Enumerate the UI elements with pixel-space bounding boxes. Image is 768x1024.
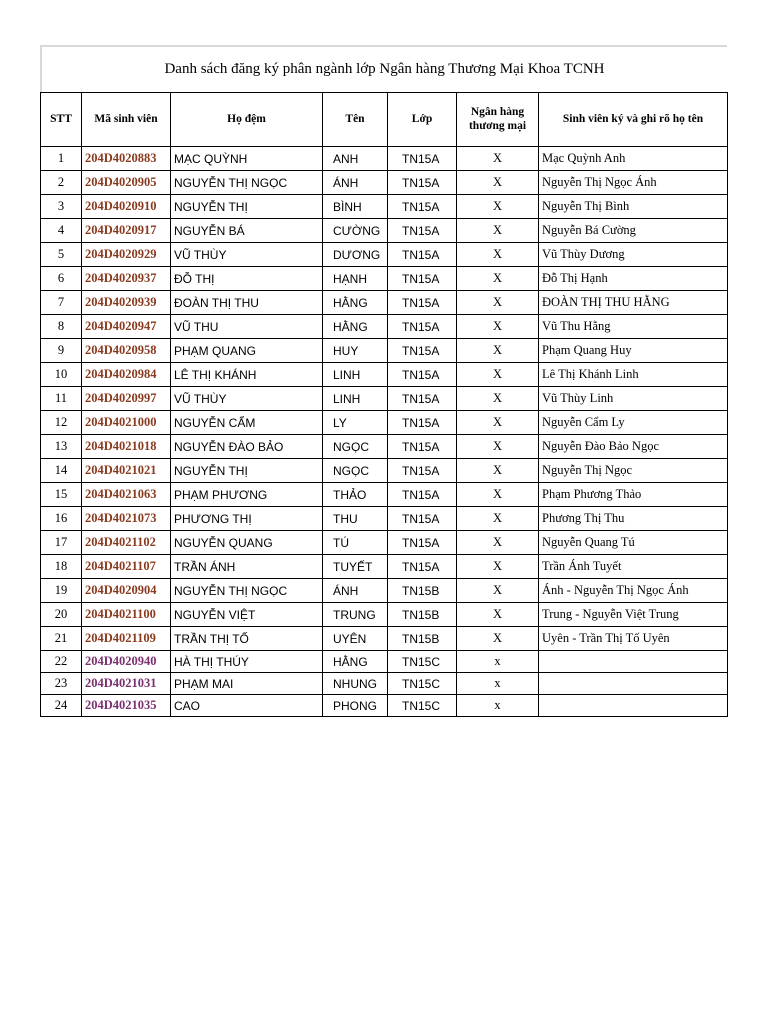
cell-signature: Ánh - Nguyễn Thị Ngọc Ánh — [539, 579, 728, 603]
cell-first-name: THẢO — [323, 483, 388, 507]
cell-first-name: HẰNG — [323, 651, 388, 673]
cell-student-id: 204D4021063 — [82, 483, 171, 507]
cell-middle-name: PHẠM MAI — [171, 673, 323, 695]
cell-middle-name: NGUYỄN THỊ NGỌC — [171, 579, 323, 603]
cell-middle-name: NGUYỄN CẨM — [171, 411, 323, 435]
table-row — [41, 695, 728, 717]
cell-middle-name: NGUYỄN BÁ — [171, 219, 323, 243]
cell-class: TN15B — [388, 579, 457, 603]
cell-first-name: HẰNG — [323, 315, 388, 339]
cell-middle-name: LÊ THỊ KHÁNH — [171, 363, 323, 387]
cell-commercial-banking-mark: X — [457, 555, 539, 579]
cell-class: TN15B — [388, 627, 457, 651]
table-row — [41, 243, 728, 267]
cell-class: TN15A — [388, 411, 457, 435]
cell-first-name: CƯỜNG — [323, 219, 388, 243]
cell-class: TN15A — [388, 195, 457, 219]
cell-commercial-banking-mark: X — [457, 363, 539, 387]
cell-student-id: 204D4020937 — [82, 267, 171, 291]
cell-commercial-banking-mark: x — [457, 651, 539, 673]
cell-stt: 8 — [41, 315, 82, 339]
cell-student-id: 204D4021100 — [82, 603, 171, 627]
table-row — [41, 507, 728, 531]
cell-class: TN15A — [388, 267, 457, 291]
cell-first-name: TÚ — [323, 531, 388, 555]
table-row — [41, 627, 728, 651]
cell-student-id: 204D4021102 — [82, 531, 171, 555]
table-row — [41, 411, 728, 435]
registration-table — [40, 92, 728, 717]
cell-stt: 15 — [41, 483, 82, 507]
cell-class: TN15A — [388, 363, 457, 387]
cell-student-id: 204D4020940 — [82, 651, 171, 673]
cell-stt: 7 — [41, 291, 82, 315]
cell-signature: Vũ Thu Hằng — [539, 315, 728, 339]
cell-stt: 23 — [41, 673, 82, 695]
cell-middle-name: NGUYỄN ĐÀO BẢO — [171, 435, 323, 459]
cell-stt: 11 — [41, 387, 82, 411]
table-row — [41, 195, 728, 219]
cell-student-id: 204D4020929 — [82, 243, 171, 267]
table-row — [41, 673, 728, 695]
cell-commercial-banking-mark: X — [457, 507, 539, 531]
cell-commercial-banking-mark: X — [457, 291, 539, 315]
cell-student-id: 204D4020939 — [82, 291, 171, 315]
cell-stt: 21 — [41, 627, 82, 651]
table-row — [41, 435, 728, 459]
cell-first-name: ANH — [323, 147, 388, 171]
cell-student-id: 204D4020997 — [82, 387, 171, 411]
cell-middle-name: VŨ THÙY — [171, 387, 323, 411]
header-stt: STT — [41, 93, 82, 147]
cell-middle-name: NGUYỄN THỊ — [171, 459, 323, 483]
cell-first-name: BÌNH — [323, 195, 388, 219]
cell-signature: Nguyễn Thị Ngọc Ánh — [539, 171, 728, 195]
cell-student-id: 204D4021021 — [82, 459, 171, 483]
cell-signature: Vũ Thùy Linh — [539, 387, 728, 411]
cell-stt: 14 — [41, 459, 82, 483]
cell-signature: Nguyễn Đào Bảo Ngọc — [539, 435, 728, 459]
cell-middle-name: NGUYỄN THỊ NGỌC — [171, 171, 323, 195]
sheet-title: Danh sách đăng ký phân ngành lớp Ngân hàng Thương Mại Khoa TCNH — [40, 45, 727, 92]
header-commercial-banking: Ngân hàng thương mại — [457, 93, 539, 147]
cell-stt: 18 — [41, 555, 82, 579]
cell-student-id: 204D4020883 — [82, 147, 171, 171]
cell-first-name: LINH — [323, 363, 388, 387]
cell-student-id: 204D4021109 — [82, 627, 171, 651]
cell-middle-name: NGUYỄN QUANG — [171, 531, 323, 555]
cell-class: TN15A — [388, 315, 457, 339]
cell-student-id: 204D4021035 — [82, 695, 171, 717]
cell-commercial-banking-mark: X — [457, 219, 539, 243]
header-student-id: Mã sinh viên — [82, 93, 171, 147]
table-row — [41, 603, 728, 627]
cell-middle-name: ĐOÀN THỊ THU — [171, 291, 323, 315]
table-row — [41, 291, 728, 315]
cell-first-name: ÁNH — [323, 171, 388, 195]
header-first-name: Tên — [323, 93, 388, 147]
table-row — [41, 651, 728, 673]
cell-middle-name: HÀ THỊ THÚY — [171, 651, 323, 673]
cell-class: TN15A — [388, 339, 457, 363]
cell-signature: Trung - Nguyễn Việt Trung — [539, 603, 728, 627]
spreadsheet — [40, 45, 727, 717]
cell-first-name: NGỌC — [323, 459, 388, 483]
cell-middle-name: NGUYỄN THỊ — [171, 195, 323, 219]
cell-student-id: 204D4021018 — [82, 435, 171, 459]
cell-stt: 12 — [41, 411, 82, 435]
header-signature: Sinh viên ký và ghi rõ họ tên — [539, 93, 728, 147]
cell-stt: 24 — [41, 695, 82, 717]
cell-commercial-banking-mark: X — [457, 315, 539, 339]
cell-middle-name: PHẠM QUANG — [171, 339, 323, 363]
cell-commercial-banking-mark: x — [457, 695, 539, 717]
cell-class: TN15A — [388, 435, 457, 459]
cell-signature: Nguyễn Bá Cường — [539, 219, 728, 243]
cell-class: TN15A — [388, 483, 457, 507]
cell-first-name: NHUNG — [323, 673, 388, 695]
cell-signature: Mạc Quỳnh Anh — [539, 147, 728, 171]
cell-signature — [539, 651, 728, 673]
table-row — [41, 387, 728, 411]
cell-class: TN15B — [388, 603, 457, 627]
cell-first-name: HUY — [323, 339, 388, 363]
header-row — [41, 93, 728, 147]
table-row — [41, 267, 728, 291]
cell-stt: 16 — [41, 507, 82, 531]
cell-stt: 2 — [41, 171, 82, 195]
cell-middle-name: PHƯƠNG THỊ — [171, 507, 323, 531]
cell-stt: 13 — [41, 435, 82, 459]
cell-commercial-banking-mark: X — [457, 411, 539, 435]
cell-commercial-banking-mark: X — [457, 387, 539, 411]
cell-first-name: TUYẾT — [323, 555, 388, 579]
cell-signature: Nguyễn Thị Bình — [539, 195, 728, 219]
cell-signature: Nguyễn Quang Tú — [539, 531, 728, 555]
cell-student-id: 204D4021107 — [82, 555, 171, 579]
cell-commercial-banking-mark: X — [457, 603, 539, 627]
cell-commercial-banking-mark: X — [457, 531, 539, 555]
cell-commercial-banking-mark: X — [457, 483, 539, 507]
cell-signature: Nguyễn Thị Ngọc — [539, 459, 728, 483]
cell-middle-name: TRẦN ÁNH — [171, 555, 323, 579]
table-row — [41, 219, 728, 243]
cell-first-name: PHONG — [323, 695, 388, 717]
cell-stt: 22 — [41, 651, 82, 673]
cell-class: TN15A — [388, 171, 457, 195]
cell-commercial-banking-mark: x — [457, 673, 539, 695]
cell-class: TN15C — [388, 673, 457, 695]
table-row — [41, 147, 728, 171]
cell-signature: ĐOÀN THỊ THU HẰNG — [539, 291, 728, 315]
cell-first-name: LINH — [323, 387, 388, 411]
cell-first-name: LY — [323, 411, 388, 435]
table-row — [41, 483, 728, 507]
table-row — [41, 459, 728, 483]
cell-class: TN15A — [388, 219, 457, 243]
cell-middle-name: TRẦN THỊ TỐ — [171, 627, 323, 651]
cell-first-name: HẠNH — [323, 267, 388, 291]
cell-signature: Vũ Thùy Dương — [539, 243, 728, 267]
cell-first-name: ÁNH — [323, 579, 388, 603]
cell-commercial-banking-mark: X — [457, 147, 539, 171]
cell-middle-name: MẠC QUỲNH — [171, 147, 323, 171]
cell-stt: 6 — [41, 267, 82, 291]
cell-first-name: HẰNG — [323, 291, 388, 315]
cell-first-name: TRUNG — [323, 603, 388, 627]
cell-commercial-banking-mark: X — [457, 243, 539, 267]
cell-stt: 20 — [41, 603, 82, 627]
cell-middle-name: VŨ THU — [171, 315, 323, 339]
cell-first-name: NGỌC — [323, 435, 388, 459]
header-middle-name: Họ đệm — [171, 93, 323, 147]
cell-stt: 1 — [41, 147, 82, 171]
cell-signature: Uyên - Trần Thị Tố Uyên — [539, 627, 728, 651]
cell-student-id: 204D4021031 — [82, 673, 171, 695]
cell-class: TN15A — [388, 555, 457, 579]
cell-class: TN15C — [388, 651, 457, 673]
cell-stt: 19 — [41, 579, 82, 603]
cell-student-id: 204D4020905 — [82, 171, 171, 195]
cell-first-name: UYÊN — [323, 627, 388, 651]
cell-stt: 17 — [41, 531, 82, 555]
cell-commercial-banking-mark: X — [457, 459, 539, 483]
cell-student-id: 204D4020958 — [82, 339, 171, 363]
cell-student-id: 204D4020984 — [82, 363, 171, 387]
cell-middle-name: ĐỖ THỊ — [171, 267, 323, 291]
cell-first-name: THU — [323, 507, 388, 531]
cell-class: TN15A — [388, 291, 457, 315]
table-row — [41, 531, 728, 555]
cell-middle-name: PHẠM PHƯƠNG — [171, 483, 323, 507]
table-row — [41, 579, 728, 603]
cell-signature: Lê Thị Khánh Linh — [539, 363, 728, 387]
cell-class: TN15C — [388, 695, 457, 717]
cell-middle-name: VŨ THÙY — [171, 243, 323, 267]
cell-student-id: 204D4021073 — [82, 507, 171, 531]
cell-signature — [539, 695, 728, 717]
cell-signature: Phương Thị Thu — [539, 507, 728, 531]
cell-middle-name: CAO — [171, 695, 323, 717]
cell-class: TN15A — [388, 387, 457, 411]
cell-class: TN15A — [388, 147, 457, 171]
cell-middle-name: NGUYỄN VIỆT — [171, 603, 323, 627]
cell-commercial-banking-mark: X — [457, 579, 539, 603]
table-row — [41, 339, 728, 363]
table-row — [41, 315, 728, 339]
header-class: Lớp — [388, 93, 457, 147]
cell-stt: 9 — [41, 339, 82, 363]
cell-student-id: 204D4020910 — [82, 195, 171, 219]
cell-stt: 3 — [41, 195, 82, 219]
cell-signature — [539, 673, 728, 695]
cell-class: TN15A — [388, 507, 457, 531]
cell-stt: 5 — [41, 243, 82, 267]
cell-signature: Đỗ Thị Hạnh — [539, 267, 728, 291]
table-row — [41, 555, 728, 579]
cell-commercial-banking-mark: X — [457, 435, 539, 459]
cell-commercial-banking-mark: X — [457, 339, 539, 363]
cell-student-id: 204D4020947 — [82, 315, 171, 339]
cell-class: TN15A — [388, 459, 457, 483]
cell-commercial-banking-mark: X — [457, 267, 539, 291]
cell-class: TN15A — [388, 243, 457, 267]
cell-commercial-banking-mark: X — [457, 195, 539, 219]
cell-commercial-banking-mark: X — [457, 627, 539, 651]
cell-stt: 4 — [41, 219, 82, 243]
cell-signature: Phạm Phương Thảo — [539, 483, 728, 507]
cell-student-id: 204D4020904 — [82, 579, 171, 603]
cell-signature: Trần Ánh Tuyết — [539, 555, 728, 579]
cell-signature: Phạm Quang Huy — [539, 339, 728, 363]
cell-stt: 10 — [41, 363, 82, 387]
cell-commercial-banking-mark: X — [457, 171, 539, 195]
table-row — [41, 171, 728, 195]
cell-student-id: 204D4021000 — [82, 411, 171, 435]
cell-signature: Nguyễn Cẩm Ly — [539, 411, 728, 435]
cell-student-id: 204D4020917 — [82, 219, 171, 243]
table-row — [41, 363, 728, 387]
cell-class: TN15A — [388, 531, 457, 555]
cell-first-name: DƯƠNG — [323, 243, 388, 267]
